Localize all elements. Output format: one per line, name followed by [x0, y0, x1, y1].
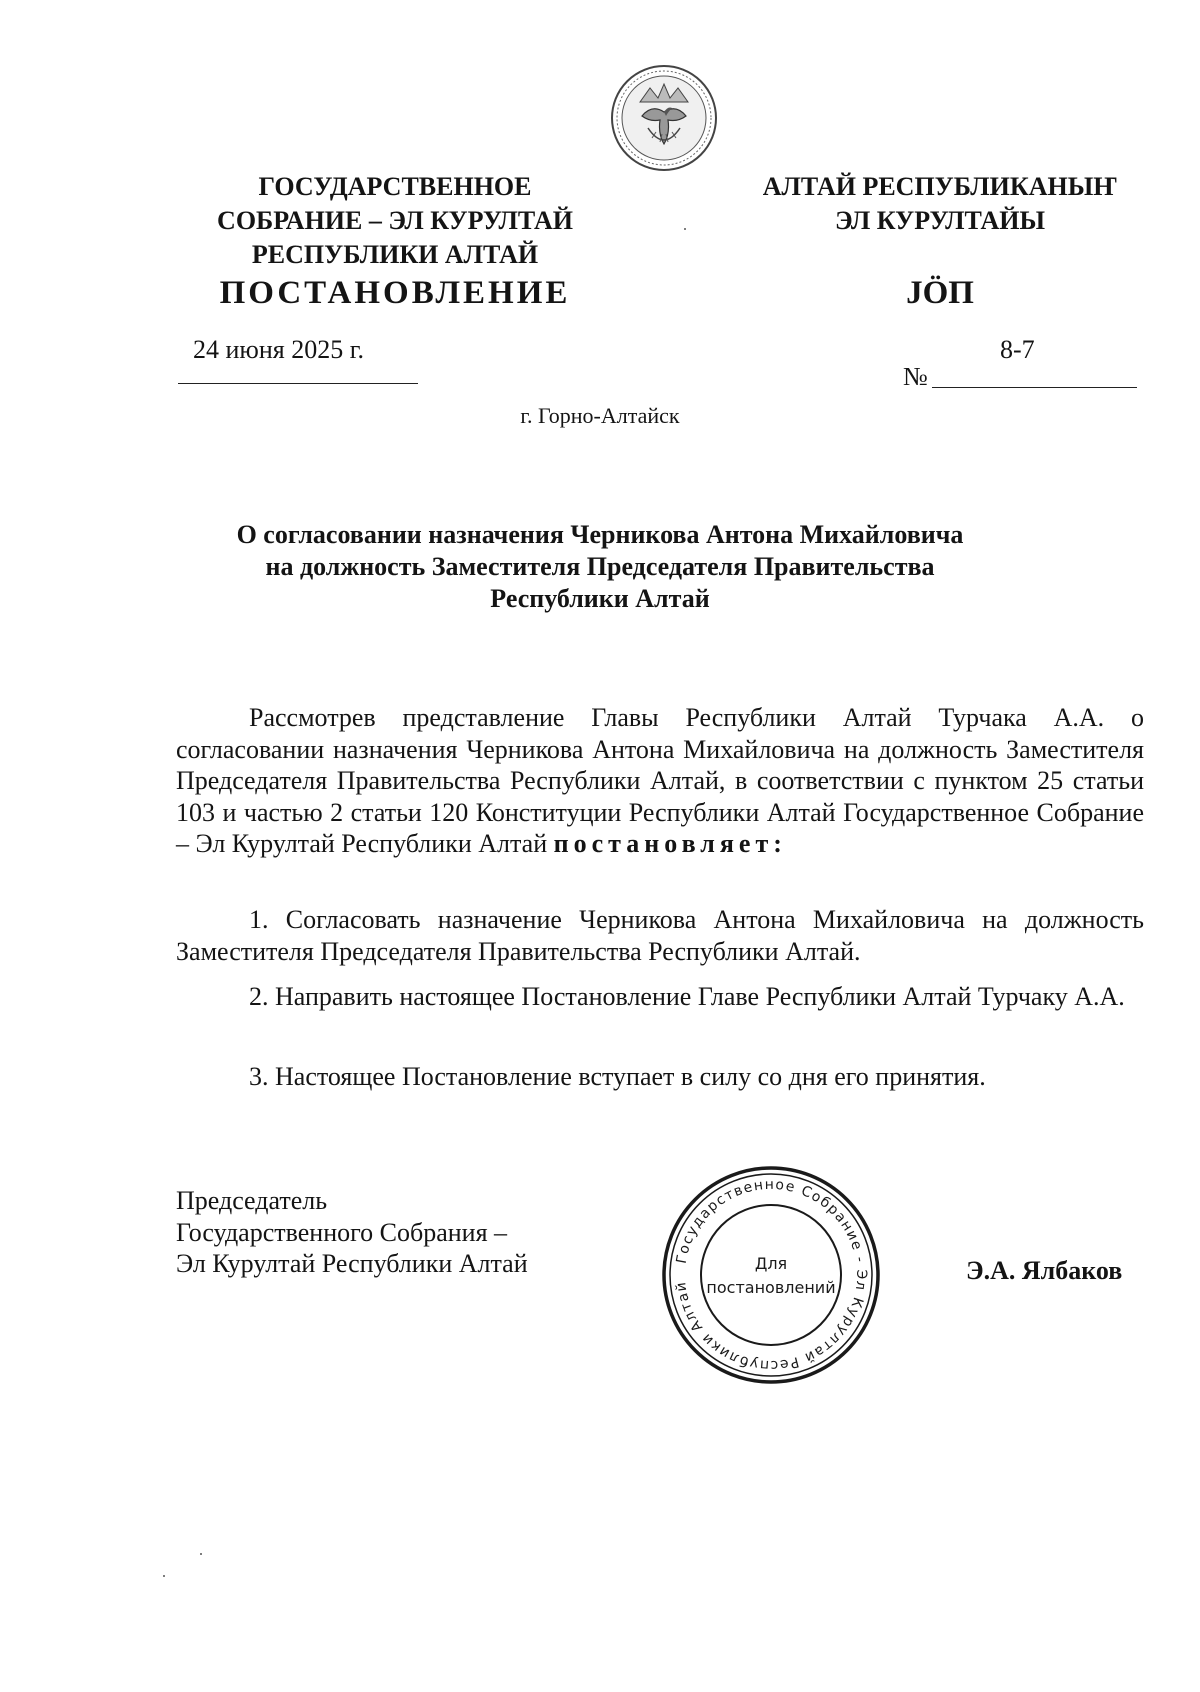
position-line: Председатель	[176, 1186, 328, 1215]
preamble-text: Рассмотрев представление Главы Республики Алтай Турчака А.А. о согласовании назначения Черникова Антона Михайловича на должность Заместителя Председателя Правительства Республики Алтай, в соответствии с пунктом 25 статьи 103 и частью 2 статьи 120 Конституции Республики Алтай Государственное Собрание – Эл Курултай Республики Алтай	[176, 703, 1144, 858]
city-of-issue: г. Горно-Алтайск	[520, 403, 680, 428]
number-underline	[932, 387, 1137, 388]
document-title	[160, 519, 1040, 615]
position-line: Государственного Собрания –	[176, 1217, 508, 1247]
issuer-line: СОБРАНИЕ – ЭЛ КУРУЛТАЙ	[217, 206, 573, 235]
preamble-paragraph	[176, 702, 1144, 860]
date-underline	[178, 383, 418, 384]
scan-speck	[200, 1553, 202, 1555]
resolves-word: постановляет:	[553, 829, 787, 858]
issuer-line: ГОСУДАРСТВЕННОЕ	[258, 172, 532, 201]
document-number: 8-7	[1000, 335, 1035, 364]
document-type-russian: ПОСТАНОВЛЕНИЕ	[219, 275, 571, 311]
issuer-name-russian	[170, 170, 620, 272]
issuer-line: АЛТАЙ РЕСПУБЛИКАНЫҤ	[762, 172, 1118, 201]
stamp-center-line: постановлений	[706, 1278, 836, 1297]
svg-text:Государственное Собрание - Эл	[673, 1177, 869, 1373]
coat-of-arms-emblem	[608, 62, 720, 174]
resolution-item-2: 2. Направить настоящее Постановление Главе Республики Алтай Турчаку А.А.	[249, 982, 1125, 1011]
document-date: 24 июня 2025 г.	[193, 335, 364, 364]
issuer-name-altai	[730, 170, 1150, 238]
signatory-name: Э.А. Ялбаков	[966, 1256, 1123, 1285]
scan-speck	[684, 228, 686, 230]
stamp-ring-text: Государственное Собрание - Эл Курултай Республики Алтай	[673, 1176, 870, 1374]
signatory-position	[176, 1185, 528, 1280]
scan-speck	[163, 1575, 165, 1577]
issuer-line: РЕСПУБЛИКИ АЛТАЙ	[251, 240, 539, 269]
number-sign: №	[903, 362, 928, 391]
resolution-item-3: 3. Настоящее Постановление вступает в силу со дня его принятия.	[249, 1062, 986, 1091]
issuer-line: ЭЛ КУРУЛТАЙЫ	[834, 206, 1046, 235]
position-line: Эл Курултай Республики Алтай	[176, 1249, 528, 1278]
title-line: О согласовании назначения Черникова Антона Михайловича	[236, 520, 964, 549]
title-line: на должность Заместителя Председателя Правительства	[265, 552, 935, 581]
stamp-center-line: Для	[754, 1254, 788, 1273]
resolution-item-1: 1. Согласовать назначение Черникова Антона Михайловича на должность Заместителя Председателя Правительства Республики Алтай.	[176, 905, 1144, 966]
official-stamp	[656, 1160, 886, 1390]
document-type-altai: JӦП	[906, 275, 974, 311]
title-line: Республики Алтай	[490, 584, 710, 613]
